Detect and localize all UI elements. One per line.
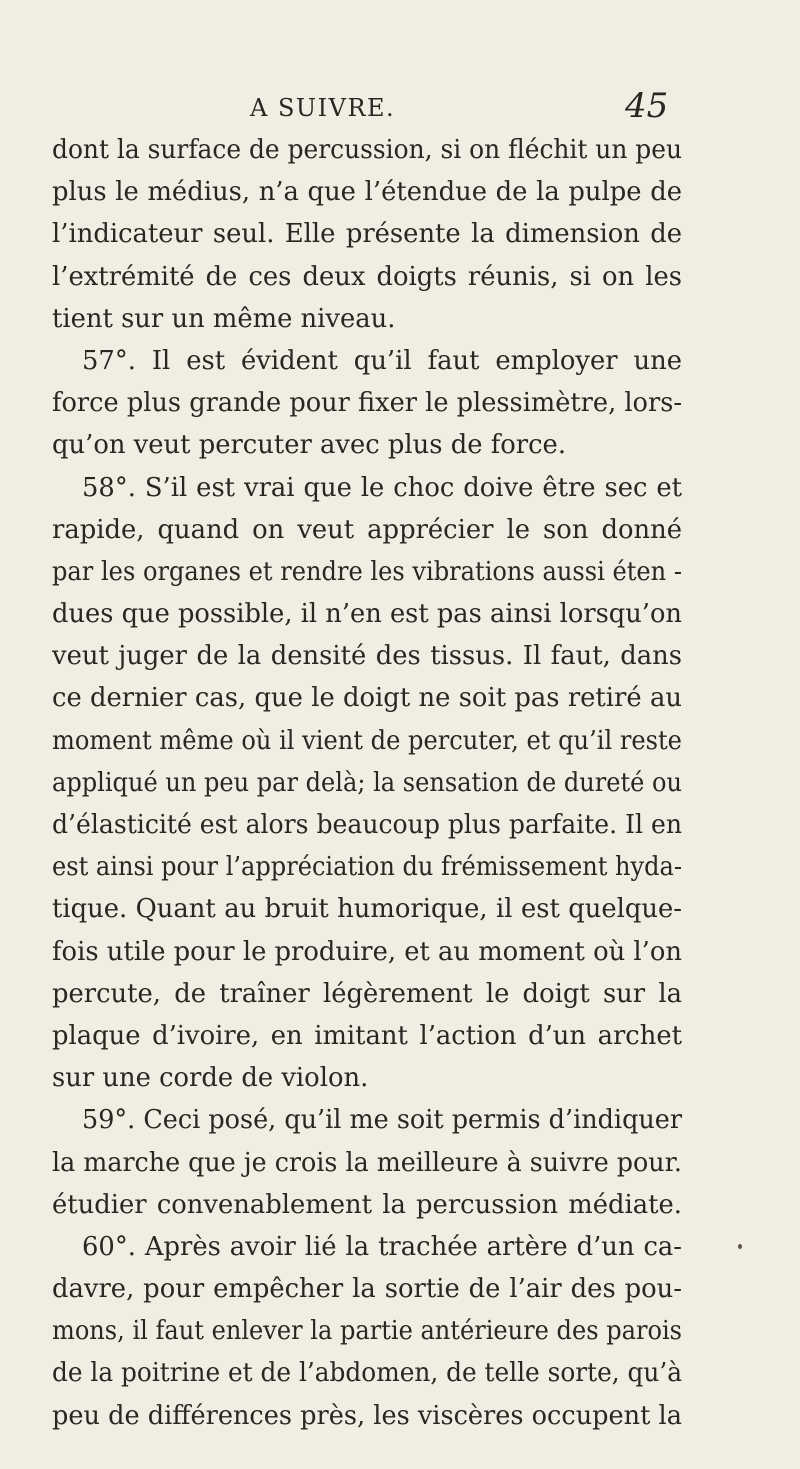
text-line: rapide, quand on veut apprécier le son donné (52, 514, 683, 545)
text-line: davre, pour empêcher la sortie de l’air des pou- (52, 1274, 682, 1305)
text-line: dues que possible, il n’en est pas ainsi lorsqu’on (52, 599, 682, 630)
text-line: plus le médius, n’a que l’étendue de la pulpe de (52, 177, 683, 208)
text-line: moment même où il vient de percuter, et qu’il reste (52, 725, 682, 756)
text-line: percute, de traîner légèrement le doigt sur la (52, 978, 682, 1009)
page-number: 45 (625, 86, 669, 126)
text-line: force plus grande pour fixer le plessimètre, lors- (52, 388, 683, 419)
paragraph-59-start: 59°. Ceci posé, qu’il me soit permis d’indiquer (82, 1105, 683, 1136)
text-line: peu de différences près, les viscères occupent la (52, 1400, 682, 1431)
text-line: la marche que je crois la meilleure à suivre pour. (52, 1147, 682, 1178)
text-line: tient sur un même niveau. (52, 303, 396, 334)
running-head: A SUIVRE. (250, 94, 396, 122)
text-line: qu’on veut percuter avec plus de force. (52, 430, 567, 461)
text-line: veut juger de la densité des tissus. Il faut, dans (52, 641, 682, 672)
text-line: de la poitrine et de l’abdomen, de telle sorte, qu’à (52, 1358, 683, 1389)
text-line: sur une corde de violon. (52, 1063, 369, 1094)
text-line: étudier convenablement la percussion médiate. (52, 1189, 682, 1220)
text-line: mons, il faut enlever la partie antérieure des parois (52, 1316, 683, 1347)
text-line: l’extrémité de ces deux doigts réunis, si on les (52, 261, 682, 292)
text-line: tique. Quant au bruit humorique, il est quelque- (52, 894, 683, 925)
paragraph-57-start: 57°. Il est évident qu’il faut employer une (82, 345, 683, 376)
ink-speck (738, 1244, 742, 1249)
text-line: ce dernier cas, que le doigt ne soit pas retiré au (52, 683, 682, 714)
paragraph-58-start: 58°. S’il est vrai que le choc doive être sec et (82, 472, 683, 503)
text-line: par les organes et rendre les vibrations aussi éten - (52, 556, 683, 587)
text-line: appliqué un peu par delà; la sensation de dureté ou (52, 767, 683, 798)
text-line: fois utile pour le produire, et au moment où l’on (52, 936, 682, 967)
text-line: l’indicateur seul. Elle présente la dimension de (52, 219, 683, 250)
text-line: plaque d’ivoire, en imitant l’action d’un archet (52, 1020, 682, 1051)
text-line: dont la surface de percussion, si on fléchit un peu (52, 135, 683, 165)
paragraph-60-start: 60°. Après avoir lié la trachée artère d’un ca- (82, 1231, 682, 1262)
text-line: est ainsi pour l’appréciation du frémissement hyda- (52, 852, 683, 883)
text-line: d’élasticité est alors beaucoup plus parfaite. Il en (52, 810, 682, 840)
body-text (52, 129, 682, 1437)
